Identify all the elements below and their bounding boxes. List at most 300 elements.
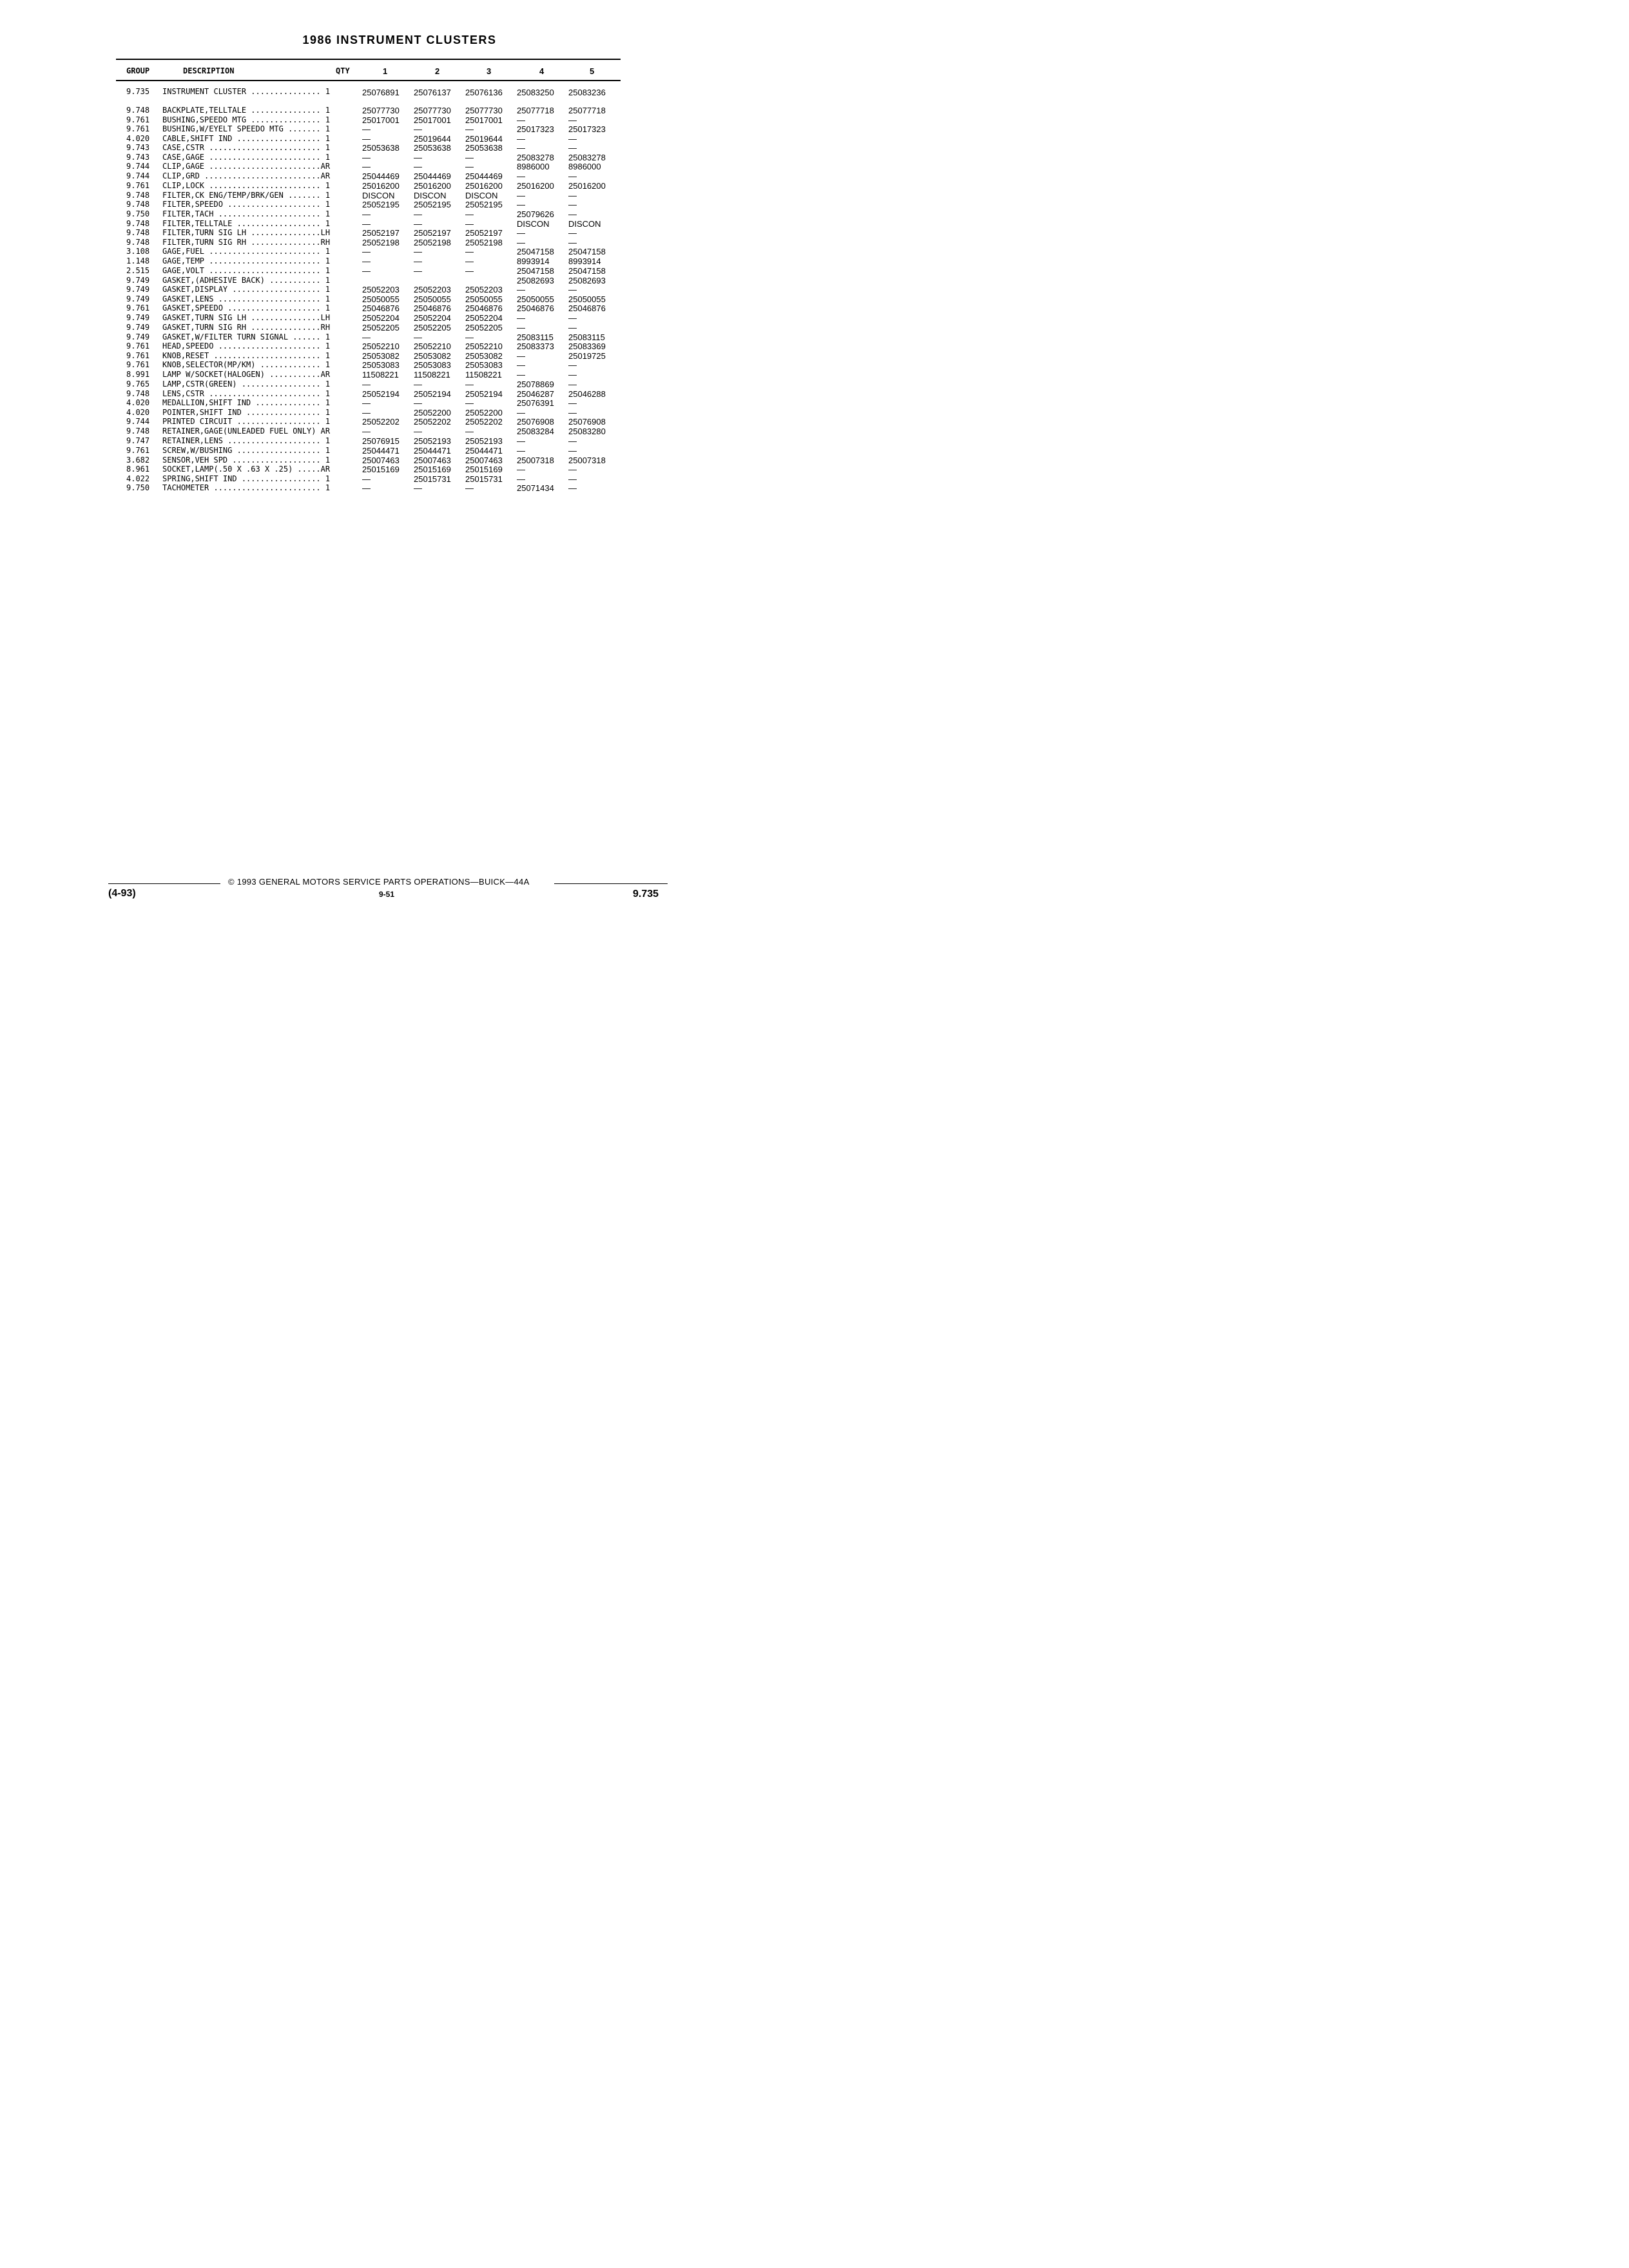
group-code: 8.991	[126, 370, 150, 379]
part-number-col-1: 25052198	[362, 238, 400, 247]
table-row	[0, 276, 730, 285]
group-code: 9.761	[126, 303, 150, 312]
part-number-col-4: 25007318	[517, 456, 554, 465]
part-number-col-2: —	[414, 483, 422, 493]
part-number-col-2: 25053083	[414, 360, 451, 370]
group-code: 9.744	[126, 162, 150, 171]
table-row	[0, 427, 730, 436]
part-number-col-4: 25017323	[517, 124, 554, 134]
part-number-col-5: —	[568, 360, 577, 370]
part-number-col-1: 25044469	[362, 171, 400, 181]
part-description: MEDALLION,SHIFT IND .............. 1	[162, 398, 331, 407]
page-title: 1986 INSTRUMENT CLUSTERS	[302, 34, 497, 46]
part-number-col-5: —	[568, 446, 577, 456]
part-number-col-5: —	[568, 474, 577, 484]
part-number-col-3: 25053082	[465, 351, 503, 361]
part-number-col-2: —	[414, 162, 422, 171]
part-description: SPRING,SHIFT IND ................. 1	[162, 474, 331, 483]
footer-section-number: 9.735	[633, 889, 659, 899]
part-description: BACKPLATE,TELLTALE ............... 1	[162, 106, 331, 115]
part-number-col-3: —	[465, 256, 474, 266]
part-description: FILTER,TURN SIG LH ...............LH	[162, 228, 331, 237]
part-number-col-2: 25052193	[414, 436, 451, 446]
part-number-col-4: —	[517, 171, 525, 181]
part-number-col-1: —	[362, 474, 371, 484]
group-code: 9.749	[126, 332, 150, 341]
part-number-col-2: 25077730	[414, 106, 451, 115]
table-row	[0, 285, 730, 294]
part-number-col-3: 25052193	[465, 436, 503, 446]
part-number-col-4: 25047158	[517, 247, 554, 256]
table-row	[0, 360, 730, 370]
part-number-col-5: —	[568, 228, 577, 238]
part-number-col-2: 25046876	[414, 303, 451, 313]
table-row	[0, 417, 730, 427]
part-number-col-1: 25017001	[362, 115, 400, 125]
part-number-col-3: 25052197	[465, 228, 503, 238]
part-description: HEAD,SPEEDO ...................... 1	[162, 341, 331, 351]
part-number-col-1: 11508221	[362, 370, 399, 380]
part-description: FILTER,TELLTALE .................. 1	[162, 219, 331, 228]
group-code: 9.749	[126, 285, 150, 294]
part-number-col-2: —	[414, 427, 422, 436]
group-code: 9.749	[126, 276, 150, 285]
footer-rule-left	[108, 883, 220, 884]
group-code: 9.749	[126, 294, 150, 303]
part-number-col-3: 11508221	[465, 370, 502, 380]
table-row	[0, 200, 730, 209]
part-number-col-3: 25019644	[465, 134, 503, 144]
part-number-col-5: 25083278	[568, 153, 606, 162]
table-row	[0, 256, 730, 266]
group-code: 9.748	[126, 228, 150, 237]
part-number-col-3: 25053083	[465, 360, 503, 370]
part-description: GASKET,LENS ...................... 1	[162, 294, 331, 303]
part-description: BUSHING,W/EYELT SPEEDO MTG ....... 1	[162, 124, 331, 133]
part-description: GASKET,SPEEDO .................... 1	[162, 303, 331, 312]
part-number-col-1: 25052210	[362, 341, 400, 351]
part-number-col-2: —	[414, 124, 422, 134]
part-number-col-1: —	[362, 483, 371, 493]
part-number-col-3: 25052203	[465, 285, 503, 294]
table-row	[0, 474, 730, 484]
part-description: FILTER,TURN SIG RH ...............RH	[162, 238, 331, 247]
group-code: 9.744	[126, 171, 150, 180]
part-number-col-2: 25044471	[414, 446, 451, 456]
part-number-col-4: —	[517, 465, 525, 474]
part-number-col-1: 25053082	[362, 351, 400, 361]
table-row	[0, 247, 730, 256]
group-code: 9.743	[126, 153, 150, 162]
group-code: 9.761	[126, 351, 150, 360]
part-number-col-1: 25053638	[362, 143, 400, 153]
group-code: 3.682	[126, 456, 150, 465]
part-number-col-5: —	[568, 134, 577, 144]
part-description: FILTER,CK ENG/TEMP/BRK/GEN ....... 1	[162, 191, 331, 200]
group-code: 9.761	[126, 124, 150, 133]
part-number-col-3: 25052194	[465, 389, 503, 399]
part-number-col-2: DISCON	[414, 191, 447, 200]
part-number-col-5: 25050055	[568, 294, 606, 304]
part-number-col-2: 25052198	[414, 238, 451, 247]
part-number-col-2: 25052197	[414, 228, 451, 238]
part-number-col-1: 25050055	[362, 294, 400, 304]
table-row	[0, 134, 730, 144]
part-number-col-3: 25052210	[465, 341, 503, 351]
part-number-col-2: 25052194	[414, 389, 451, 399]
part-number-col-1: 25052203	[362, 285, 400, 294]
part-description: FILTER,TACH ...................... 1	[162, 209, 331, 218]
part-number-col-5: 25016200	[568, 181, 606, 191]
part-number-col-5: —	[568, 370, 577, 380]
table-row	[0, 341, 730, 351]
part-number-col-3: 25052200	[465, 408, 503, 418]
part-number-col-1: —	[362, 124, 371, 134]
part-number-col-4: 25079626	[517, 209, 554, 219]
part-number-col-1: 25007463	[362, 456, 400, 465]
part-number-col-3: —	[465, 209, 474, 219]
part-number-col-3: —	[465, 266, 474, 276]
header-group: GROUP	[126, 66, 150, 75]
part-description: CLIP,LOCK ........................ 1	[162, 181, 331, 190]
part-description: SCREW,W/BUSHING .................. 1	[162, 446, 331, 455]
table-row	[0, 456, 730, 465]
part-number-col-4: 25076391	[517, 398, 554, 408]
part-number-col-3: 25016200	[465, 181, 503, 191]
part-number-col-2: —	[414, 153, 422, 162]
header-col-5: 5	[590, 66, 595, 76]
part-number-col-4: —	[517, 313, 525, 323]
part-number-col-4: —	[517, 360, 525, 370]
part-number-col-5: —	[568, 398, 577, 408]
part-number-col-1: —	[362, 209, 371, 219]
part-number-col-5: —	[568, 408, 577, 418]
group-code: 8.961	[126, 465, 150, 474]
part-number-col-4: —	[517, 115, 525, 125]
part-number-col-3: 25050055	[465, 294, 503, 304]
part-number-col-4: 8986000	[517, 162, 550, 171]
part-description: INSTRUMENT CLUSTER ............... 1	[162, 87, 331, 96]
part-number-col-1: —	[362, 256, 371, 266]
part-number-col-1: 25052205	[362, 323, 400, 332]
part-number-col-5: —	[568, 380, 577, 389]
part-number-col-5: 25047158	[568, 266, 606, 276]
part-number-col-5: —	[568, 436, 577, 446]
part-number-col-3: 25052205	[465, 323, 503, 332]
part-description: GASKET,TURN SIG LH ...............LH	[162, 313, 331, 322]
table-row	[0, 153, 730, 162]
part-number-col-1: —	[362, 153, 371, 162]
part-number-col-2: 25016200	[414, 181, 451, 191]
table-row	[0, 228, 730, 238]
part-number-col-2: 25044469	[414, 171, 451, 181]
part-number-col-3: —	[465, 427, 474, 436]
part-number-col-5: 25083280	[568, 427, 606, 436]
part-number-col-5: —	[568, 191, 577, 200]
part-number-col-4: —	[517, 446, 525, 456]
part-number-col-5: —	[568, 465, 577, 474]
part-description: PRINTED CIRCUIT .................. 1	[162, 417, 331, 426]
part-description: RETAINER,GAGE(UNLEADED FUEL ONLY) AR	[162, 427, 331, 436]
table-row	[0, 143, 730, 153]
part-number-col-2: 25052205	[414, 323, 451, 332]
part-number-col-3: —	[465, 153, 474, 162]
part-number-col-3: 25052198	[465, 238, 503, 247]
footer-page-number: 9-51	[379, 890, 395, 899]
part-number-col-4: 25083373	[517, 341, 554, 351]
part-description: GASKET,(ADHESIVE BACK) ........... 1	[162, 276, 331, 285]
group-code: 9.748	[126, 191, 150, 200]
group-code: 9.765	[126, 380, 150, 389]
group-code: 4.020	[126, 398, 150, 407]
part-number-col-4: —	[517, 228, 525, 238]
part-number-col-1: 25044471	[362, 446, 400, 456]
header-qty: QTY	[336, 66, 350, 75]
part-number-col-3: 25044471	[465, 446, 503, 456]
group-code: 9.761	[126, 446, 150, 455]
part-description: GASKET,TURN SIG RH ...............RH	[162, 323, 331, 332]
table-row	[0, 209, 730, 219]
part-number-col-4: —	[517, 200, 525, 209]
table-row	[0, 219, 730, 229]
part-number-col-1: 25076891	[362, 88, 400, 97]
header-col-3: 3	[487, 66, 492, 76]
part-number-col-5: 25083236	[568, 88, 606, 97]
footer-copyright: © 1993 GENERAL MOTORS SERVICE PARTS OPERATIONS—BUICK—44A	[228, 877, 530, 887]
table-row	[0, 483, 730, 493]
group-code: 1.148	[126, 256, 150, 265]
part-number-col-2: 25015169	[414, 465, 451, 474]
part-number-col-5: 25083369	[568, 341, 606, 351]
part-description: LAMP,CSTR(GREEN) ................. 1	[162, 380, 331, 389]
part-number-col-1: 25046876	[362, 303, 400, 313]
part-number-col-1: 25053083	[362, 360, 400, 370]
part-number-col-3: —	[465, 247, 474, 256]
part-number-col-4: 25083250	[517, 88, 554, 97]
part-number-col-3: 25007463	[465, 456, 503, 465]
part-number-col-4: —	[517, 143, 525, 153]
part-number-col-2: 25052195	[414, 200, 451, 209]
part-number-col-1: 25077730	[362, 106, 400, 115]
part-number-col-2: 11508221	[414, 370, 450, 380]
group-code: 9.748	[126, 219, 150, 228]
part-number-col-2: 25015731	[414, 474, 451, 484]
part-number-col-4: 25047158	[517, 266, 554, 276]
header-col-4: 4	[539, 66, 545, 76]
part-number-col-5: 25017323	[568, 124, 606, 134]
part-number-col-3: —	[465, 332, 474, 342]
part-description: GASKET,DISPLAY ................... 1	[162, 285, 331, 294]
group-code: 4.020	[126, 408, 150, 417]
part-number-col-1: DISCON	[362, 191, 395, 200]
part-description: GAGE,FUEL ........................ 1	[162, 247, 331, 256]
table-row	[0, 238, 730, 247]
part-description: TACHOMETER ....................... 1	[162, 483, 331, 492]
part-number-col-5: 25047158	[568, 247, 606, 256]
part-description: RETAINER,LENS .................... 1	[162, 436, 331, 445]
group-code: 4.022	[126, 474, 150, 483]
group-code: 3.108	[126, 247, 150, 256]
part-number-col-3: 25077730	[465, 106, 503, 115]
part-number-col-3: 25044469	[465, 171, 503, 181]
part-description: SOCKET,LAMP(.50 X .63 X .25) .....AR	[162, 465, 331, 474]
table-row	[0, 380, 730, 389]
part-number-col-1: 25052204	[362, 313, 400, 323]
table-row	[0, 87, 730, 97]
header-col-2: 2	[435, 66, 440, 76]
group-code: 9.747	[126, 436, 150, 445]
part-number-col-2: 25053638	[414, 143, 451, 153]
part-number-col-2: —	[414, 332, 422, 342]
part-number-col-1: —	[362, 266, 371, 276]
table-row	[0, 332, 730, 342]
table-row	[0, 294, 730, 304]
part-number-col-2: 25052210	[414, 341, 451, 351]
part-number-col-4: 25046287	[517, 389, 554, 399]
part-number-col-5: DISCON	[568, 219, 601, 229]
part-number-col-3: —	[465, 483, 474, 493]
part-number-col-2: —	[414, 256, 422, 266]
part-description: KNOB,RESET ....................... 1	[162, 351, 331, 360]
part-number-col-5: —	[568, 200, 577, 209]
part-number-col-5: 8986000	[568, 162, 601, 171]
part-number-col-5: 25082693	[568, 276, 606, 285]
table-row	[0, 303, 730, 313]
part-number-col-2: —	[414, 219, 422, 229]
part-number-col-1: 25015169	[362, 465, 400, 474]
part-number-col-2: 25017001	[414, 115, 451, 125]
part-number-col-1: 25016200	[362, 181, 400, 191]
part-number-col-5: 25046876	[568, 303, 606, 313]
part-number-col-3: 25052202	[465, 417, 503, 427]
part-number-col-2: 25052202	[414, 417, 451, 427]
table-row	[0, 171, 730, 181]
part-number-col-4: —	[517, 351, 525, 361]
part-number-col-4: 25016200	[517, 181, 554, 191]
part-number-col-3: 25015731	[465, 474, 503, 484]
part-description: GASKET,W/FILTER TURN SIGNAL ...... 1	[162, 332, 331, 341]
header-description: DESCRIPTION	[183, 66, 235, 75]
part-number-col-4: —	[517, 474, 525, 484]
part-number-col-1: —	[362, 427, 371, 436]
part-number-col-3: 25052204	[465, 313, 503, 323]
table-row	[0, 323, 730, 332]
part-number-col-2: 25007463	[414, 456, 451, 465]
part-description: BUSHING,SPEEDO MTG ............... 1	[162, 115, 331, 124]
part-number-col-5: 8993914	[568, 256, 601, 266]
part-number-col-1: —	[362, 398, 371, 408]
footer-date: (4-93)	[108, 888, 136, 899]
part-number-col-4: —	[517, 191, 525, 200]
table-row	[0, 106, 730, 115]
group-code: 9.750	[126, 209, 150, 218]
part-description: CASE,GAGE ........................ 1	[162, 153, 331, 162]
part-description: SENSOR,VEH SPD ................... 1	[162, 456, 331, 465]
part-number-col-2: 25052200	[414, 408, 451, 418]
part-number-col-5: 25076908	[568, 417, 606, 427]
part-number-col-3: 25052195	[465, 200, 503, 209]
group-code: 9.735	[126, 87, 150, 96]
part-number-col-2: —	[414, 398, 422, 408]
table-row	[0, 181, 730, 191]
header-col-1: 1	[383, 66, 388, 76]
group-code: 9.761	[126, 115, 150, 124]
part-number-col-5: —	[568, 143, 577, 153]
table-row	[0, 191, 730, 200]
part-number-col-1: 25052197	[362, 228, 400, 238]
header-rule-bottom	[116, 80, 621, 81]
part-number-col-4: —	[517, 285, 525, 294]
group-code: 4.020	[126, 134, 150, 143]
group-code: 9.761	[126, 181, 150, 190]
part-description: CABLE,SHIFT IND .................. 1	[162, 134, 331, 143]
part-number-col-1: 25052202	[362, 417, 400, 427]
part-number-col-4: 25083284	[517, 427, 554, 436]
part-number-col-3: —	[465, 124, 474, 134]
part-number-col-5: —	[568, 171, 577, 181]
part-number-col-5: —	[568, 285, 577, 294]
table-row	[0, 389, 730, 399]
part-number-col-4: 25077718	[517, 106, 554, 115]
group-code: 9.749	[126, 323, 150, 332]
part-number-col-5: —	[568, 313, 577, 323]
table-row	[0, 446, 730, 456]
part-number-col-1: —	[362, 332, 371, 342]
part-number-col-5: 25007318	[568, 456, 606, 465]
group-code: 9.748	[126, 427, 150, 436]
part-number-col-4: 25071434	[517, 483, 554, 493]
group-code: 9.748	[126, 106, 150, 115]
group-code: 9.761	[126, 341, 150, 351]
part-number-col-1: —	[362, 408, 371, 418]
part-number-col-1: 25052195	[362, 200, 400, 209]
part-number-col-3: 25076136	[465, 88, 503, 97]
table-row	[0, 115, 730, 125]
part-number-col-1: —	[362, 134, 371, 144]
part-number-col-3: DISCON	[465, 191, 498, 200]
table-row	[0, 436, 730, 446]
part-number-col-5: 25077718	[568, 106, 606, 115]
part-description: LAMP W/SOCKET(HALOGEN) ...........AR	[162, 370, 331, 379]
part-number-col-3: 25017001	[465, 115, 503, 125]
group-code: 9.749	[126, 313, 150, 322]
part-number-col-1: —	[362, 219, 371, 229]
part-number-col-4: 25078869	[517, 380, 554, 389]
part-number-col-4: —	[517, 134, 525, 144]
part-number-col-2: —	[414, 209, 422, 219]
part-number-col-4: —	[517, 408, 525, 418]
group-code: 9.750	[126, 483, 150, 492]
part-number-col-1: —	[362, 380, 371, 389]
part-number-col-4: 25050055	[517, 294, 554, 304]
part-description: CASE,CSTR ........................ 1	[162, 143, 331, 152]
part-number-col-2: 25076137	[414, 88, 451, 97]
part-description: CLIP,GRD .........................AR	[162, 171, 331, 180]
part-number-col-4: 25083278	[517, 153, 554, 162]
part-number-col-4: —	[517, 238, 525, 247]
part-number-col-2: 25050055	[414, 294, 451, 304]
part-number-col-3: 25053638	[465, 143, 503, 153]
part-number-col-3: 25046876	[465, 303, 503, 313]
part-number-col-1: —	[362, 162, 371, 171]
part-number-col-2: —	[414, 247, 422, 256]
part-number-col-4: —	[517, 370, 525, 380]
table-row	[0, 370, 730, 380]
group-code: 9.748	[126, 200, 150, 209]
group-code: 9.761	[126, 360, 150, 369]
part-number-col-2: 25019644	[414, 134, 451, 144]
table-row	[0, 124, 730, 134]
